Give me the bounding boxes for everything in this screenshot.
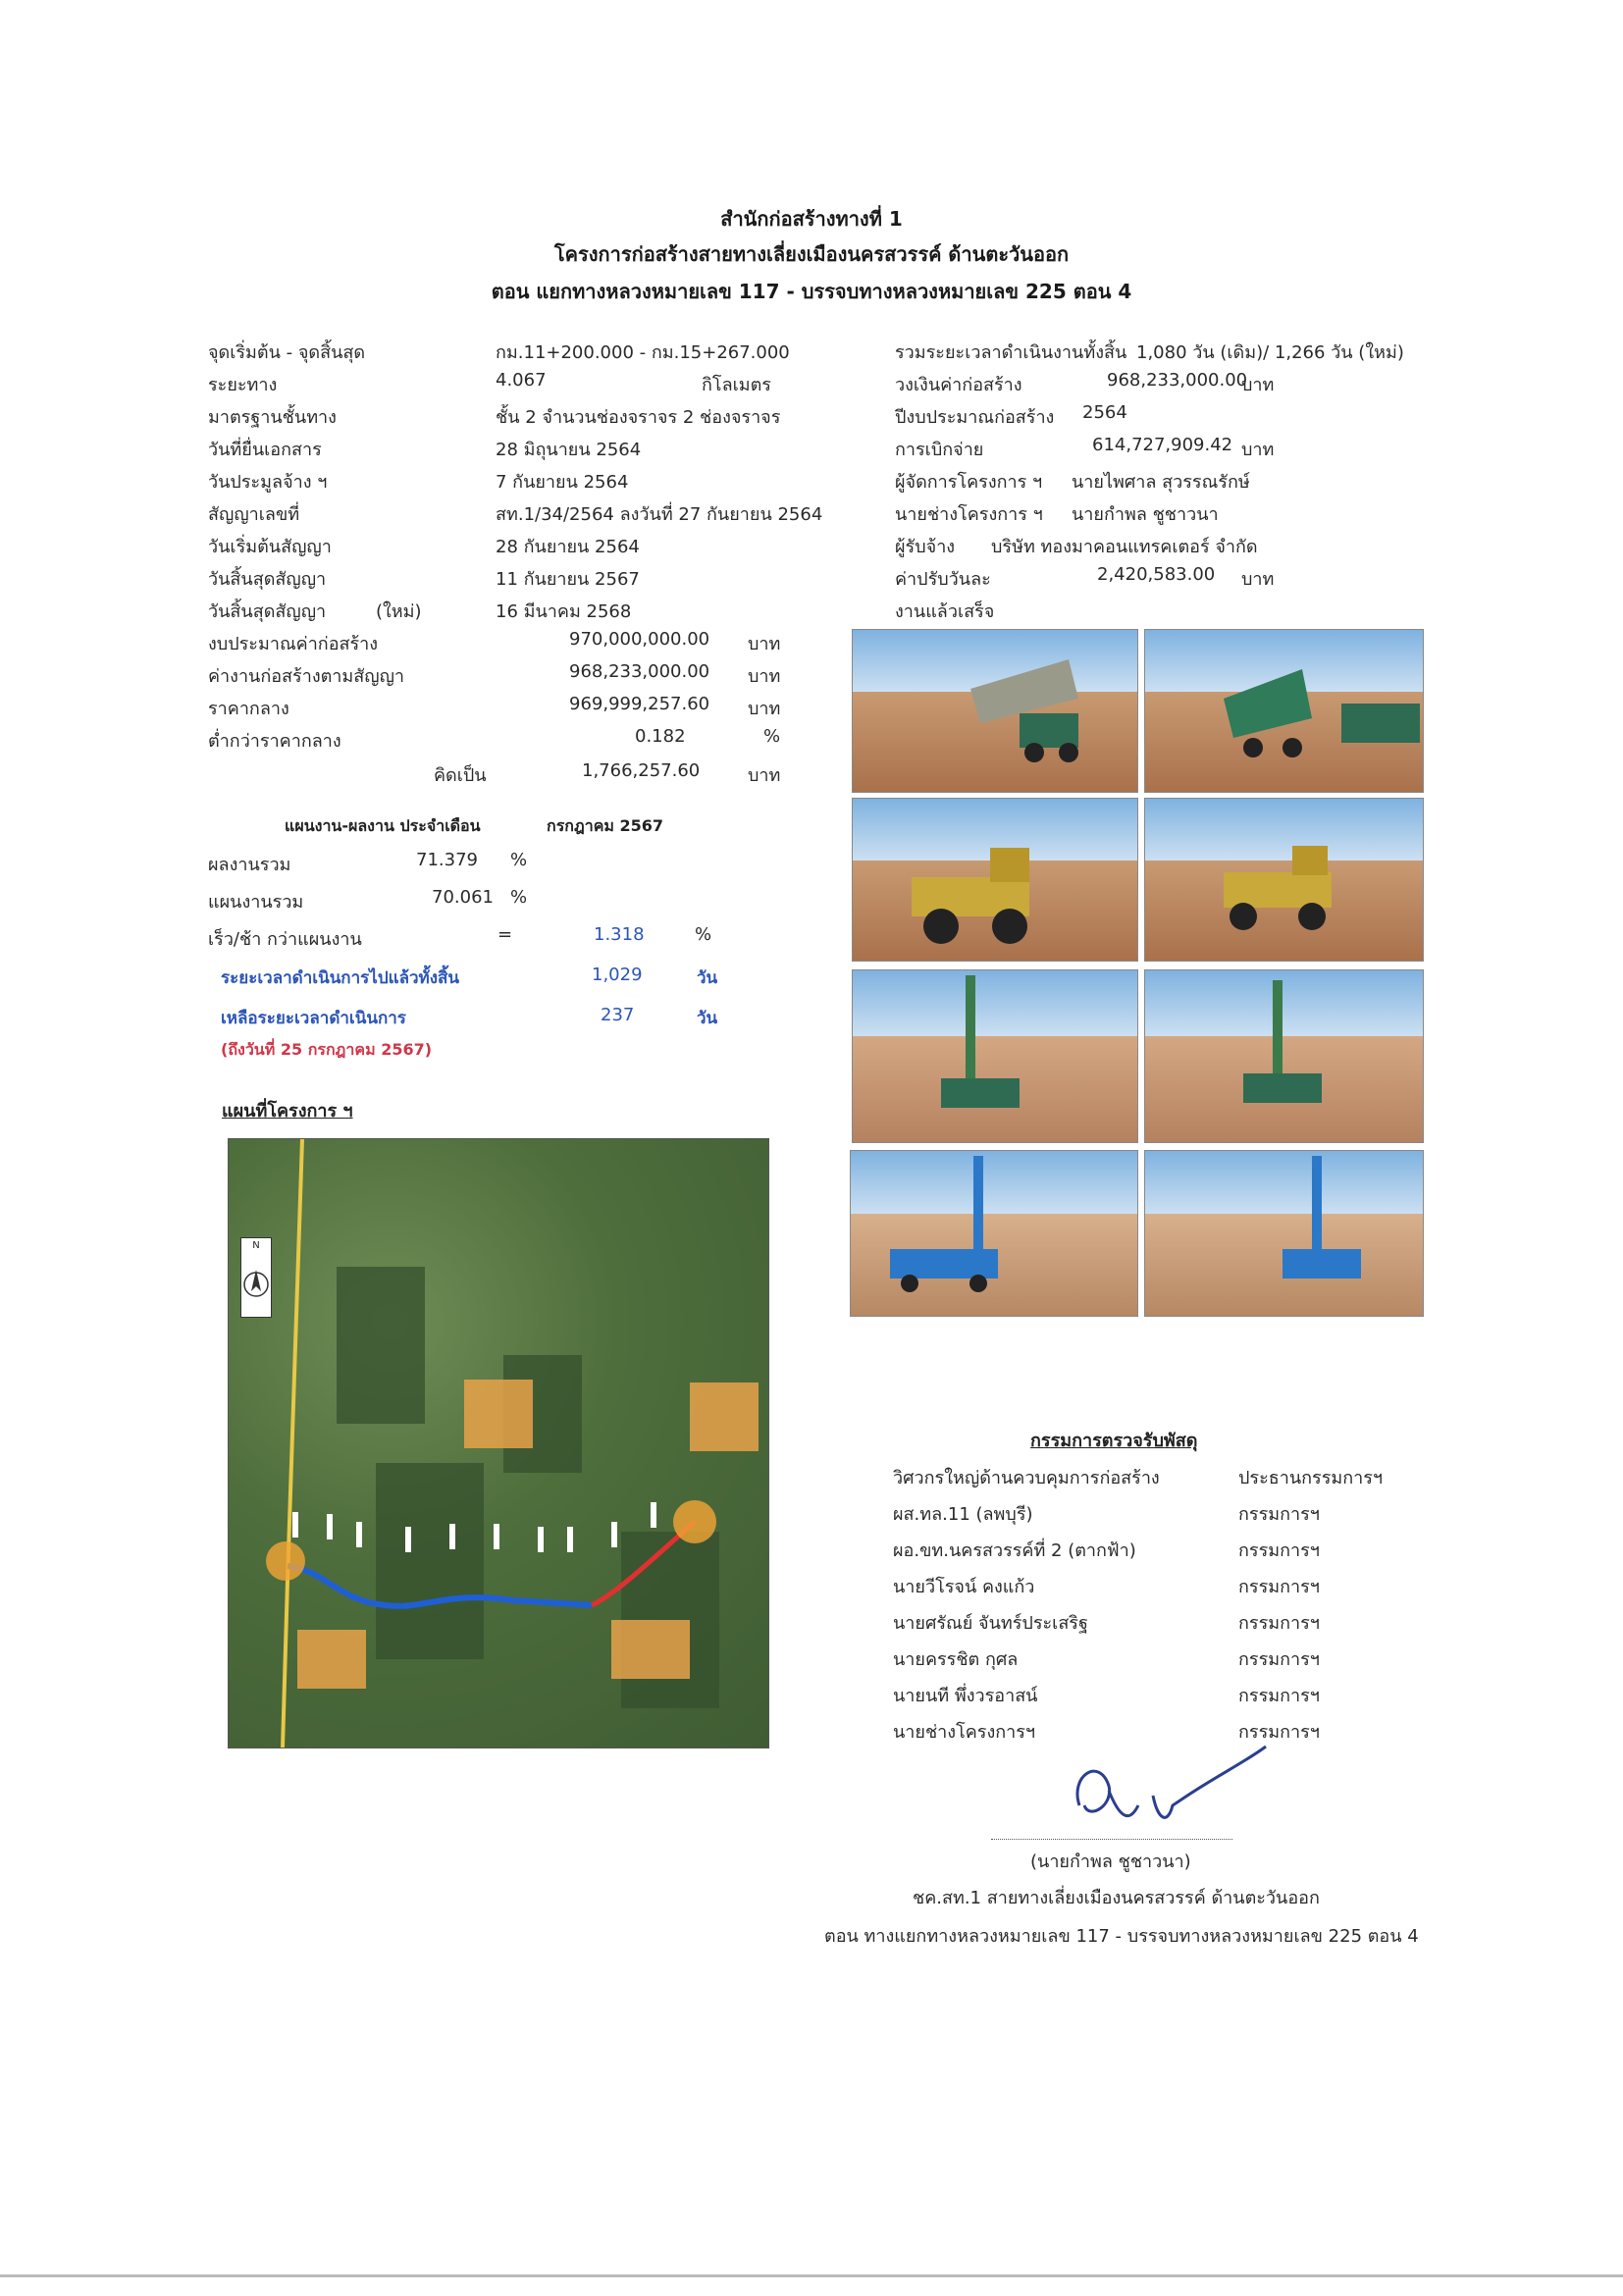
- info-unit: บาท: [1241, 569, 1275, 590]
- info-label: วงเงินค่าก่อสร้าง: [895, 375, 1022, 395]
- budget-value: 968,233,000.00: [569, 661, 710, 682]
- committee-member: นายครรชิต กุศล: [893, 1649, 1019, 1670]
- info-label: ผู้จัดการโครงการ ฯ: [895, 472, 1043, 493]
- info-value: 2564: [1082, 402, 1127, 423]
- info-unit: บาท: [1241, 375, 1275, 395]
- budget-value: 0.182: [635, 726, 686, 747]
- result-label: ผลงานรวม: [208, 855, 291, 875]
- info-label: นายช่างโครงการ ฯ: [895, 504, 1043, 525]
- info-label: ค่าปรับวันละ: [895, 569, 991, 590]
- remain-unit: วัน: [697, 1009, 718, 1028]
- budget-unit: บาท: [748, 765, 781, 786]
- result-value: 71.379: [416, 850, 478, 870]
- budget-label: งบประมาณค่าก่อสร้าง: [208, 634, 379, 654]
- elapsed-label: ระยะเวลาดำเนินการไปแล้วทั้งสิ้น: [221, 968, 460, 988]
- info-label: งานแล้วเสร็จ: [895, 601, 995, 622]
- committee-member: นายวีโรจน์ คงแก้ว: [893, 1577, 1035, 1597]
- info-unit: บาท: [1241, 440, 1275, 460]
- committee-member: ผส.ทล.11 (ลพบุรี): [893, 1504, 1033, 1525]
- committee-member: ผอ.ขท.นครสวรรค์ที่ 2 (ตากฟ้า): [893, 1540, 1136, 1561]
- committee-role: กรรมการฯ: [1238, 1649, 1320, 1670]
- map-overlay: [229, 1139, 768, 1748]
- plan-label: แผนงานรวม: [208, 892, 304, 913]
- budget-label: คิดเป็น: [434, 765, 487, 786]
- header-office: สำนักก่อสร้างทางที่ 1: [720, 207, 903, 231]
- signature-section: ตอน ทางแยกทางหลวงหมายเลข 117 - บรรจบทางหลวงหมายเลข 225 ตอน 4: [824, 1926, 1419, 1947]
- info-value: 968,233,000.00: [1107, 370, 1248, 391]
- info-value: 614,727,909.42: [1092, 435, 1233, 455]
- photo-dump-truck-1: [852, 629, 1138, 793]
- progress-month: กรกฎาคม 2567: [547, 816, 664, 835]
- budget-unit: บาท: [748, 634, 781, 654]
- plan-pct: %: [510, 887, 528, 908]
- asof-date: (ถึงวันที่ 25 กรกฎาคม 2567): [221, 1040, 433, 1059]
- info-value: 28 มิถุนายน 2564: [496, 440, 642, 460]
- diff-value: 1.318: [594, 924, 645, 945]
- plan-value: 70.061: [432, 887, 494, 908]
- committee-role: กรรมการฯ: [1238, 1540, 1320, 1561]
- info-unit: กิโลเมตร: [702, 375, 771, 395]
- signature-position: ชค.สท.1 สายทางเลี่ยงเมืองนครสวรรค์ ด้านตะวันออก: [913, 1888, 1320, 1908]
- committee-member: นายช่างโครงการฯ: [893, 1722, 1036, 1743]
- signature-line: [991, 1839, 1232, 1840]
- page-bottom-edge: [0, 2274, 1623, 2277]
- info-label: ปีงบประมาณก่อสร้าง: [895, 407, 1055, 428]
- info-value: 7 กันยายน 2564: [496, 472, 629, 493]
- photo-dump-truck-2: [1144, 629, 1424, 793]
- project-map: [228, 1138, 769, 1748]
- info-label: วันเริ่มต้นสัญญา: [208, 537, 332, 557]
- budget-label: ค่างานก่อสร้างตามสัญญา: [208, 666, 405, 687]
- result-pct: %: [510, 850, 528, 870]
- committee-member: นายนที พึ่งวรอาสน์: [893, 1686, 1038, 1706]
- info-label: รวมระยะเวลาดำเนินงานทั้งสิ้น: [895, 342, 1127, 363]
- photo-pile-rig-1: [852, 969, 1138, 1143]
- info-value: บริษัท ทองมาคอนแทรคเตอร์ จำกัด: [991, 537, 1258, 557]
- north-label: N: [252, 1240, 260, 1251]
- info-label: วันที่ยื่นเอกสาร: [208, 440, 322, 460]
- committee-title: กรรมการตรวจรับพัสดุ: [1030, 1431, 1198, 1451]
- info-label: วันสิ้นสุดสัญญา: [208, 569, 327, 590]
- info-label-new: (ใหม่): [376, 601, 422, 622]
- info-value: 28 กันยายน 2564: [496, 537, 640, 557]
- budget-unit: บาท: [748, 699, 781, 719]
- info-value: 4.067: [496, 370, 547, 391]
- map-title: แผนที่โครงการ ฯ: [222, 1101, 353, 1122]
- committee-role: ประธานกรรมการฯ: [1238, 1468, 1384, 1488]
- info-value: สท.1/34/2564 ลงวันที่ 27 กันยายน 2564: [496, 504, 823, 525]
- elapsed-unit: วัน: [697, 968, 718, 988]
- photo-pile-rig-3: [850, 1150, 1138, 1317]
- budget-value: 969,999,257.60: [569, 694, 710, 714]
- committee-role: กรรมการฯ: [1238, 1613, 1320, 1634]
- budget-value: 1,766,257.60: [582, 760, 701, 781]
- photo-pile-rig-2: [1144, 969, 1424, 1143]
- header-project: โครงการก่อสร้างสายทางเลี่ยงเมืองนครสวรรค์ ด้านตะวันออก: [553, 242, 1070, 266]
- info-value: 2,420,583.00: [1097, 564, 1216, 585]
- info-value: 16 มีนาคม 2568: [496, 601, 632, 622]
- diff-label: เร็ว/ช้า กว่าแผนงาน: [208, 929, 362, 950]
- diff-eq: =: [497, 924, 513, 945]
- photo-grader-2: [1144, 798, 1424, 962]
- info-label: วันประมูลจ้าง ฯ: [208, 472, 328, 493]
- elapsed-value: 1,029: [592, 965, 643, 985]
- info-value: ชั้น 2 จำนวนช่องจราจร 2 ช่องจราจร: [496, 407, 781, 428]
- committee-member: วิศวกรใหญ่ด้านควบคุมการก่อสร้าง: [893, 1468, 1160, 1488]
- info-value: นายไพศาล สุวรรณรักษ์: [1072, 472, 1250, 493]
- committee-role: กรรมการฯ: [1238, 1504, 1320, 1525]
- budget-label: ราคากลาง: [208, 699, 289, 719]
- info-label: การเบิกจ่าย: [895, 440, 984, 460]
- remain-value: 237: [601, 1005, 635, 1025]
- committee-role: กรรมการฯ: [1238, 1577, 1320, 1597]
- handwritten-signature: [1060, 1737, 1276, 1845]
- info-value: 1,080 วัน (เดิม)/ 1,266 วัน (ใหม่): [1136, 342, 1404, 363]
- budget-unit: %: [763, 726, 781, 747]
- info-label: ผู้รับจ้าง: [895, 537, 956, 557]
- budget-label: ต่ำกว่าราคากลาง: [208, 731, 341, 752]
- info-label: จุดเริ่มต้น - จุดสิ้นสุด: [208, 342, 366, 363]
- compass-icon: [240, 1237, 272, 1318]
- remain-label: เหลือระยะเวลาดำเนินการ: [221, 1009, 406, 1028]
- committee-member: นายศรัณย์ จันทร์ประเสริฐ: [893, 1613, 1088, 1634]
- photo-grader-1: [852, 798, 1138, 962]
- committee-role: กรรมการฯ: [1238, 1686, 1320, 1706]
- info-label: ระยะทาง: [208, 375, 278, 395]
- diff-pct: %: [695, 924, 712, 945]
- committee-role: กรรมการฯ: [1238, 1722, 1320, 1743]
- info-label: สัญญาเลขที่: [208, 504, 300, 525]
- info-value: กม.11+200.000 - กม.15+267.000: [496, 342, 790, 363]
- budget-unit: บาท: [748, 666, 781, 687]
- info-label: วันสิ้นสุดสัญญา: [208, 601, 327, 622]
- signature-name: (นายกำพล ชูชาวนา): [1030, 1852, 1191, 1872]
- progress-title: แผนงาน-ผลงาน ประจำเดือน: [285, 816, 481, 835]
- header-section: ตอน แยกทางหลวงหมายเลข 117 - บรรจบทางหลวงหมายเลข 225 ตอน 4: [491, 280, 1132, 303]
- budget-value: 970,000,000.00: [569, 629, 710, 650]
- photo-pile-rig-4: [1144, 1150, 1424, 1317]
- info-label: มาตรฐานชั้นทาง: [208, 407, 337, 428]
- info-value: 11 กันยายน 2567: [496, 569, 640, 590]
- info-value: นายกำพล ชูชาวนา: [1072, 504, 1219, 525]
